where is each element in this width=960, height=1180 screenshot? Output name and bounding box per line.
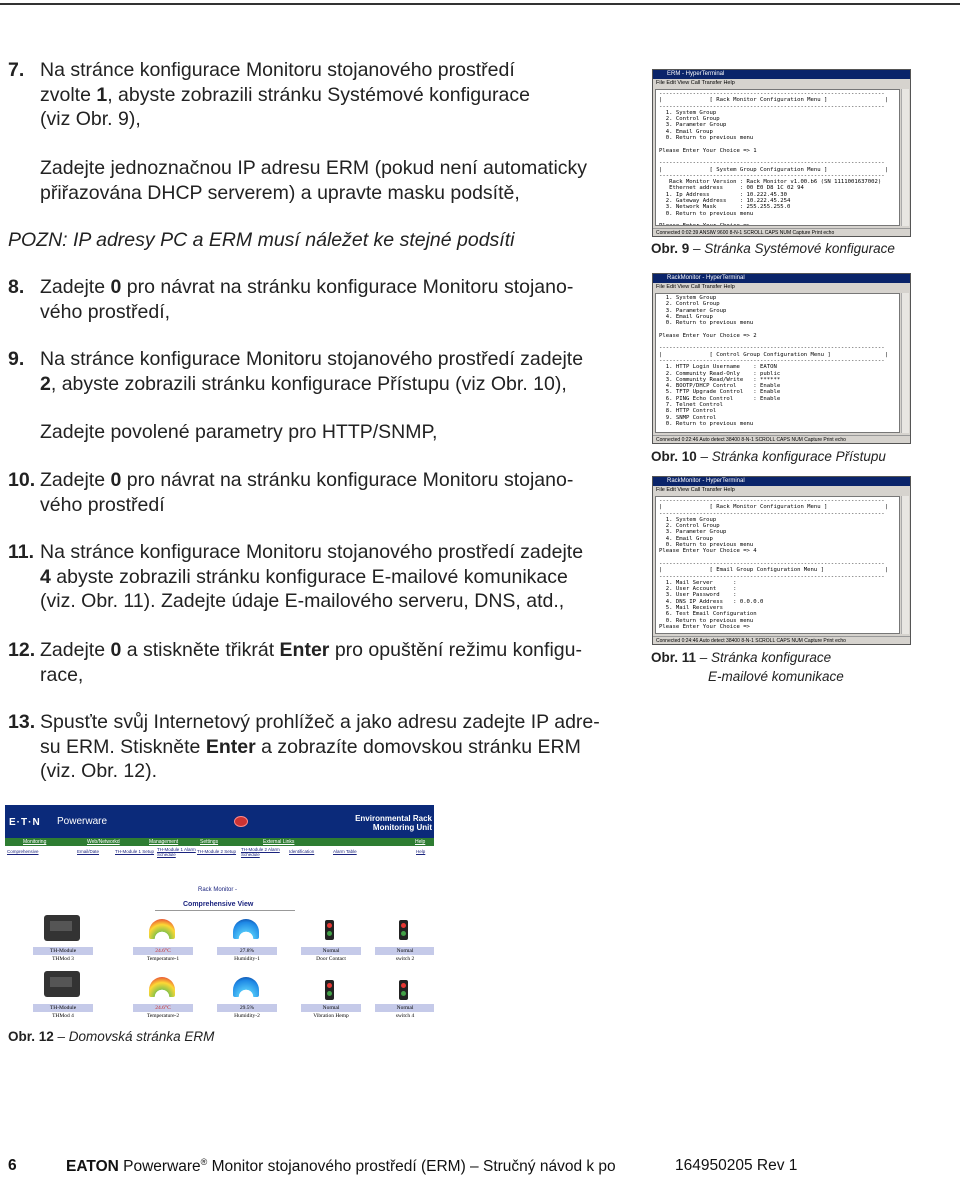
sub-alarm-table[interactable]: Alarm Table [333,849,357,854]
row2-temperature-name: Temperature-2 [133,1012,193,1020]
sub-email-date[interactable]: Email/Date [77,849,100,854]
step-9-line-2: 2, abyste zobrazili stránku konfigurace Přístupu (viz Obr. 10), [40,372,567,395]
row2-vibration-name: Vibration Hemp [301,1012,361,1020]
row1-humidity: 27.8% [217,947,277,955]
terminal-text: ------------------------------------------------------------------- | [ Rack Monitor Configuration Menu ] | ------------------------------------------------------------------- 1. System Group 2. Control Group 3. Parameter Group 4. Email Group 0. Return to previous menu Please Enter Your Choice => 4 ------------------------------------------------------------------- | [ Email Group Configuration Menu ] | ------------------------------------------------------------------- 1. Mail Server : 2. User Account : 3. User Password : 4. DNS IP Address : 0.0.0.0 5. Mail Receivers 6. Test Email Configuration 0. Return to previous menu Please Enter Your Choice => [659,498,889,630]
row1-door-name: Door Contact [301,955,361,963]
row2-humidity: 29.5% [217,1004,277,1012]
figure-10-terminal-window [652,273,911,444]
row2-temperature: 24.6°C [133,1004,193,1012]
step-number: 12. [8,639,36,661]
temperature-gauge-icon [149,977,175,997]
figure-11-caption-line-2: E-mailové komunikace [708,669,844,684]
sub-identification[interactable]: Identification [289,849,315,854]
status-bar: Connected 0:02:39 ANSIW 9600 8-N-1 SCROLL CAPS NUM Capture Print echo [653,228,910,236]
th-module-icon [44,971,80,997]
window-title: RackMonitor - HyperTerminal [653,477,910,486]
nav-settings[interactable]: Settings [200,839,219,845]
step-13-line-2: su ERM. Stiskněte Enter a zobrazíte domovskou stránku ERM [40,735,581,758]
row2-module-name: THMod 4 [33,1012,93,1020]
row1-switch-name: switch 2 [375,955,434,963]
row1-module-name: THMod 3 [33,955,93,963]
window-title: ERM - HyperTerminal [653,70,910,79]
row2-module: TH-Module [33,1004,93,1012]
step-11-line-3: (viz. Obr. 11). Zadejte údaje E-mailového serveru, DNS, atd., [40,590,565,612]
sub-th1-alarm[interactable]: TH-Module 1 Alarm Schedule [157,847,196,857]
erm-title: Environmental Rack Monitoring Unit [355,814,432,832]
sub-help[interactable]: Help [416,849,426,854]
divider [155,910,295,911]
sub-th2-setup[interactable]: TH-Module 2 Setup [197,849,237,854]
row2-switch-name: switch 4 [375,1012,434,1020]
row2-switch: Normal [375,1004,434,1012]
step-13-line-1: Spusťte svůj Internetový prohlížeč a jako adresu zadejte IP adre- [40,711,600,733]
figure-12-erm-homepage [5,805,434,1020]
step-number: 13. [8,711,36,733]
vibration-status-icon [325,980,334,1000]
figure-9-caption: Obr. 9 – Stránka Systémové konfigurace [651,241,895,256]
terminal-text: 1. System Group 2. Control Group 3. Parameter Group 4. Email Group 0. Return to previous menu Please Enter Your Choice => 2 ------------------------------------------------------------------- | [ Control Group Configuration Menu ] | ------------------------------------------------------------------- 1. HTTP Login Username : EATON 2. Community Read-Only : public 3. Community Read/Write : ****** 4. BOOTP/DHCP Control : Enable 5. TFTP Upgrade Control : Enable 6. PING Echo Control : Enable 7. Telnet Control 8. HTTP Control 9. SNMP Control 0. Return to previous menu [659,295,889,427]
step-7-line-2: zvolte 1, abyste zobrazili stránku Systémové konfigurace [40,83,530,106]
step-11-line-1: Na stránce konfigurace Monitoru stojanového prostředí zadejte [40,541,584,563]
terminal-text: ------------------------------------------------------------------- | [ Rack Monitor Configuration Menu ] | ------------------------------------------------------------------- 1. System Group 2. Control Group 3. Parameter Group 4. Email Group 0. Return to previous menu Please Enter Your Choice => 1 ------------------------------------------------------------------- | [ System Group Configuration Menu ] | ------------------------------------------------------------------- Rack Monitor Version : Rack Monitor v1.00.b6 (SN 1111001637002) Ethernet address : 00 E0 D8 1C 02 94 1. Ip Address : 10.222.45.30 2. Gateway Address : 10.222.45.254 3. Network Mask : 255.255.255.0 0. Return to previous menu [659,91,889,217]
row1-switch: Normal [375,947,434,955]
temperature-gauge-icon [149,919,175,939]
switch-status-icon [399,980,408,1000]
erm-header [5,805,434,838]
figure-11-terminal-window [652,476,911,645]
row1-module: TH-Module [33,947,93,955]
door-contact-status-icon [325,920,334,940]
step-10-line-1: Zadejte 0 pro návrat na stránku konfigurace Monitoru stojano- [40,469,574,491]
terminal-screen [655,89,900,226]
row2-humidity-name: Humidity-2 [217,1012,277,1020]
nav-help[interactable]: Help [415,839,426,845]
nav-management[interactable]: Management [149,839,179,845]
row1-temperature: 24.6°C [133,947,193,955]
footer-text: EATON Powerware® Monitor stojanového prostředí (ERM) – Stručný návod k po [66,1157,616,1176]
humidity-gauge-icon [233,977,259,997]
erm-nav-bar [5,838,434,846]
step-number: 11. [8,541,35,563]
terminal-screen [655,496,900,634]
step-13-line-3: (viz. Obr. 12). [40,760,158,782]
menu-bar: File Edit View Call Transfer Help [653,79,910,87]
menu-bar: File Edit View Call Transfer Help [653,283,910,291]
step-8-line-1: Zadejte 0 pro návrat na stránku konfigurace Monitoru stojano- [40,276,574,298]
step-12-line-2: race, [40,663,84,686]
scrollbar [901,496,909,634]
figure-10-caption: Obr. 10 – Stránka konfigurace Přístupu [651,449,886,464]
terminal-screen [655,293,900,433]
status-bar: Connected 0:22:46 Auto detect 38400 8-N-1 SCROLL CAPS NUM Capture Print echo [653,435,910,443]
sub-comprehensive[interactable]: Comprehensive [7,849,39,854]
step-9-line-1: Na stránce konfigurace Monitoru stojanového prostředí zadejte [40,348,584,370]
nav-monitoring[interactable]: Monitoring [23,839,47,845]
window-title: RackMonitor - HyperTerminal [653,274,910,283]
row1-humidity-name: Humidity-1 [217,955,277,963]
scrollbar [901,89,909,226]
step-7-para-line-1: Zadejte jednoznačnou IP adresu ERM (pokud není automaticky [40,157,588,179]
step-number: 10. [8,469,36,491]
status-bar: Connected 0:24:46 Auto detect 38400 8-N-1 SCROLL CAPS NUM Capture Print echo [653,636,910,644]
footer-doc-number: 164950205 Rev 1 [675,1157,798,1174]
figure-9-terminal-window [652,69,911,237]
rack-monitor-label: Rack Monitor - [198,887,238,893]
humidity-gauge-icon [233,919,259,939]
status-light-icon [234,816,248,827]
nav-external-links[interactable]: External Links [263,839,295,845]
top-rule [0,3,960,5]
scrollbar [901,293,909,433]
sub-th1-setup[interactable]: TH-Module 1 Setup [115,849,155,854]
step-7-line-1: Na stránce konfigurace Monitoru stojanového prostředí [40,59,515,81]
note: POZN: IP adresy PC a ERM musí náležet ke stejné podsíti [8,229,515,251]
step-number: 7. [8,59,25,81]
row1-temperature-name: Temperature-1 [133,955,193,963]
brand-name: Powerware [57,816,108,827]
menu-bar: File Edit View Call Transfer Help [653,486,910,494]
figure-11-caption: Obr. 11 – Stránka konfigurace [651,650,832,665]
switch-status-icon [399,920,408,940]
step-8-line-2: vého prostředí, [40,300,171,323]
page-number: 6 [8,1157,17,1174]
row1-door: Normal [301,947,361,955]
step-number: 8. [8,276,25,298]
step-11-line-2: 4 abyste zobrazili stránku konfigurace E-mailové komunikace [40,565,568,588]
step-number: 9. [8,348,25,370]
step-7-para-line-2: přiřazována DHCP serverem) a upravte masku podsítě, [40,182,520,204]
row2-vibration: Normal [301,1004,361,1012]
sub-th2-alarm[interactable]: TH-Module 2 Alarm Schedule [241,847,280,857]
figure-12-caption: Obr. 12 – Domovská stránka ERM [8,1029,215,1044]
step-9-para: Zadejte povolené parametry pro HTTP/SNMP, [40,421,438,443]
eaton-logo: E·T·N [9,817,41,828]
nav-web-networkd[interactable]: Web/Networkd [87,839,120,845]
step-10-line-2: vého prostředí [40,493,165,516]
th-module-icon [44,915,80,941]
step-7-line-3: (viz Obr. 9), [40,108,141,130]
comprehensive-view-title: Comprehensive View [183,901,254,908]
step-12-line-1: Zadejte 0 a stiskněte třikrát Enter pro opuštění režimu konfigu- [40,639,582,661]
